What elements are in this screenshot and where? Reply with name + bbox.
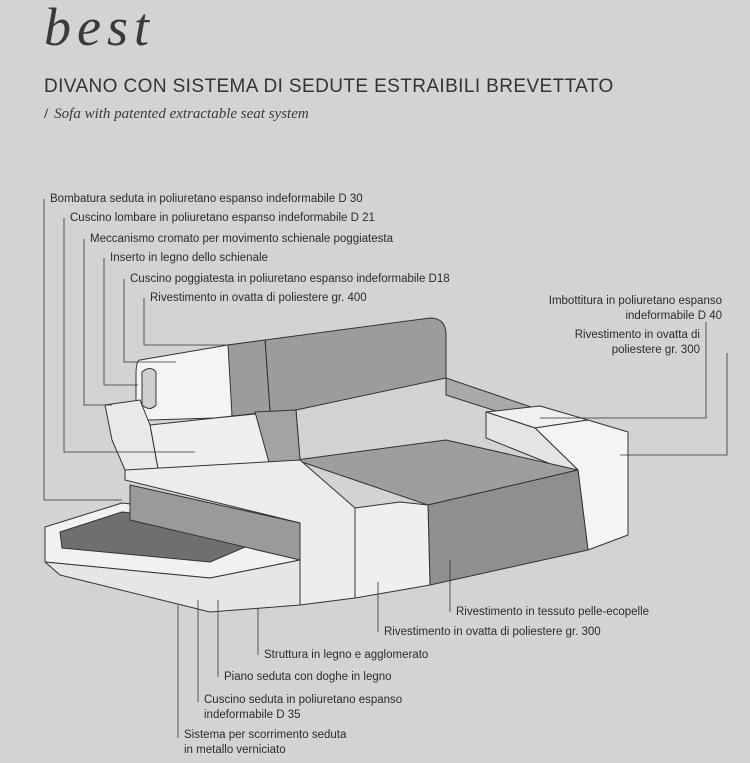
seat-foam-white (355, 502, 430, 598)
label-rivestimento-right (575, 328, 700, 358)
label-tessuto: Rivestimento in tessuto pelle-ecopelle (456, 606, 650, 618)
label-struttura: Struttura in legno e agglomerato (264, 649, 429, 661)
label-rivestimento-right-line2: poliestere gr. 300 (611, 344, 700, 356)
label-sistema-line2: in metallo verniciato (184, 744, 286, 756)
label-imbottitura (549, 294, 722, 324)
label-sistema-scorrimento (184, 728, 346, 758)
label-cuscino-seduta (204, 693, 402, 723)
label-meccanismo: Meccanismo cromato per movimento schienale poggiatesta (90, 233, 393, 245)
label-imbottitura-line1: Imbottitura in poliuretano espanso (548, 295, 722, 307)
subtitle-text: Sofa with patented extractable seat system (54, 106, 309, 122)
label-cuscino-seduta-line2: indeformabile D 35 (204, 709, 301, 721)
label-cuscino-seduta-line1: Cuscino seduta in poliuretano espanso (204, 694, 403, 706)
brand-logo: best (44, 0, 155, 57)
label-sistema-line1: Sistema per scorrimento seduta (184, 729, 347, 741)
label-inserto: Inserto in legno dello schienale (110, 252, 268, 264)
label-imbottitura-line2: indeformabile D 40 (625, 310, 722, 322)
label-rivestimento-400: Rivestimento in ovatta di poliestere gr. 400 (150, 292, 367, 304)
label-ovatta-300: Rivestimento in ovatta di poliestere gr. 300 (384, 626, 601, 638)
page-title: DIVANO CON SISTEMA DI SEDUTE ESTRAIBILI BREVETTATO (44, 76, 614, 97)
label-rivestimento-right-line1: Rivestimento in ovatta di (574, 329, 700, 341)
headrest-chrome (142, 369, 156, 409)
label-cuscino-lombare: Cuscino lombare in poliuretano espanso indeformabile D 21 (70, 212, 375, 224)
label-bombatura: Bombatura seduta in poliuretano espanso indeformabile D 30 (50, 193, 363, 205)
label-piano-seduta: Piano seduta con doghe in legno (224, 671, 392, 683)
subtitle-slash: / (44, 106, 49, 122)
backrest (265, 318, 446, 412)
headrest-band (228, 340, 270, 416)
label-poggiatesta: Cuscino poggiatesta in poliuretano espanso indeformabile D18 (130, 273, 450, 285)
